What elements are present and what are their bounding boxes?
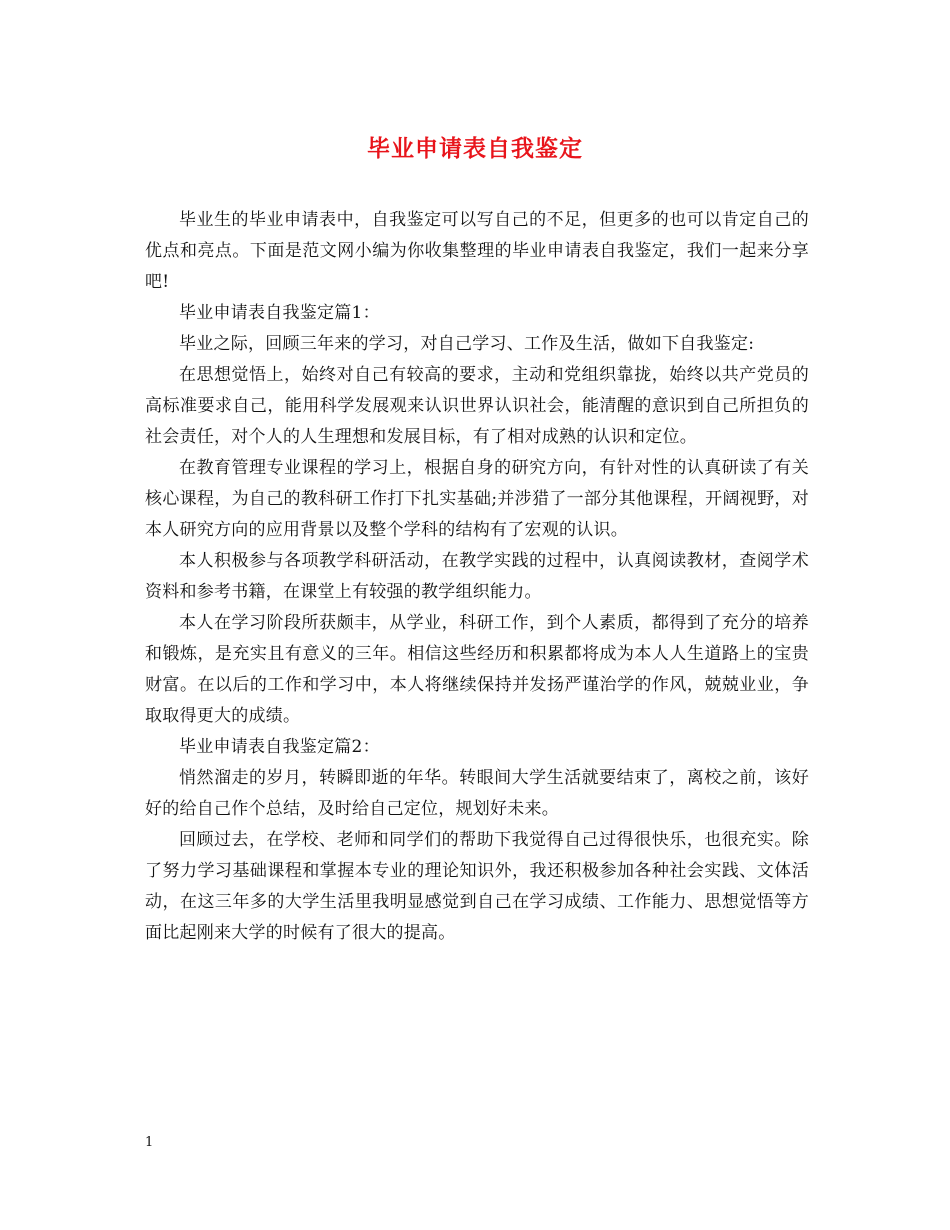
document-body [145, 205, 809, 949]
paragraph: 回顾过去，在学校、老师和同学们的帮助下我觉得自己过得很快乐，也很充实。除了努力学习基础课程和掌握本专业的理论知识外，我还积极参加各种社会实践、文体活动，在这三年多的大学生活里我明显感觉到自己在学习成绩、工作能力、思想觉悟等方面比起刚来大学的时候有了很大的提高。 [145, 830, 809, 943]
paragraph: 毕业之际，回顾三年来的学习，对自己学习、工作及生活，做如下自我鉴定: [179, 334, 755, 354]
section-heading-1: 毕业申请表自我鉴定篇1： [179, 303, 380, 323]
paragraph: 在教育管理专业课程的学习上，根据自身的研究方向，有针对性的认真研读了有关核心课程，为自己的教科研工作打下扎实基础;并涉猎了一部分其他课程，开阔视野，对本人研究方向的应用背景以及整个学科的结构有了宏观的认识。 [145, 458, 809, 540]
section-heading-2: 毕业申请表自我鉴定篇2： [179, 737, 380, 757]
document-title: 毕业申请表自我鉴定 [367, 135, 583, 162]
paragraph: 本人在学习阶段所获颇丰，从学业，科研工作，到个人素质，都得到了充分的培养和锻炼，是充实且有意义的三年。相信这些经历和积累都将成为本人人生道路上的宝贵财富。在以后的工作和学习中，本人将继续保持并发扬严谨治学的作风，兢兢业业，争取取得更大的成绩。 [145, 613, 809, 726]
paragraph: 在思想觉悟上，始终对自己有较高的要求，主动和党组织靠拢，始终以共产党员的高标准要求自己，能用科学发展观来认识世界认识社会，能清醒的意识到自己所担负的社会责任，对个人的人生理想和发展目标，有了相对成熟的认识和定位。 [145, 365, 809, 447]
page-number: 1 [145, 1135, 154, 1150]
paragraph: 悄然溜走的岁月，转瞬即逝的年华。转眼间大学生活就要结束了，离校之前，该好好的给自己作个总结，及时给自己定位，规划好未来。 [145, 768, 809, 819]
paragraph: 本人积极参与各项教学科研活动，在教学实践的过程中，认真阅读教材，查阅学术资料和参考书籍，在课堂上有较强的教学组织能力。 [145, 551, 809, 602]
paragraph-intro: 毕业生的毕业申请表中，自我鉴定可以写自己的不足，但更多的也可以肯定自己的优点和亮点。下面是范文网小编为你收集整理的毕业申请表自我鉴定，我们一起来分享吧! [145, 210, 809, 292]
